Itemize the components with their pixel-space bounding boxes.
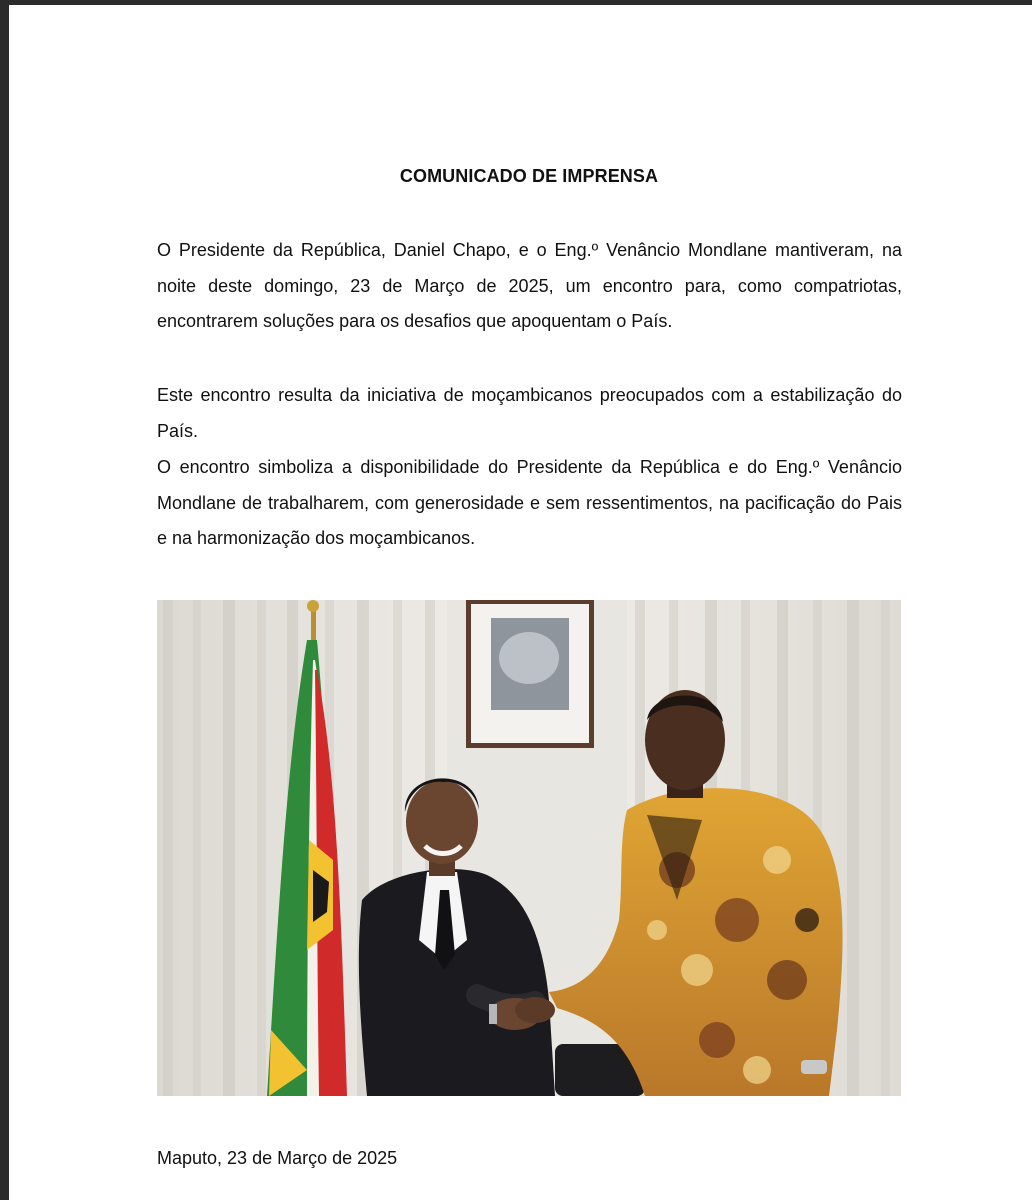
paragraph-1: O Presidente da República, Daniel Chapo, e o Eng.º Venâncio Mondlane mantiveram, na noite deste domingo, 23 de Março de 2025, um encontro para, como compatriotas, encontrarem soluções para os desafios que apoquentam o País. bbox=[157, 240, 902, 331]
meeting-photo bbox=[157, 600, 901, 1096]
dateline: Maputo, 23 de Março de 2025 bbox=[157, 1148, 398, 1168]
paragraph-2: Este encontro resulta da iniciativa de moçambicanos preocupados com a estabilização do País. bbox=[157, 385, 902, 441]
framed-picture-icon bbox=[466, 600, 594, 748]
paragraph-3: O encontro simboliza a disponibilidade do Presidente da República e do Eng.º Venâncio Mondlane de trabalharem, com generosidade e sem ressentimentos, na pacificação do Pais e na harmonização dos moçambicanos. bbox=[157, 457, 902, 548]
document-title: COMUNICADO DE IMPRENSA bbox=[399, 166, 659, 186]
top-border bbox=[0, 0, 1032, 5]
